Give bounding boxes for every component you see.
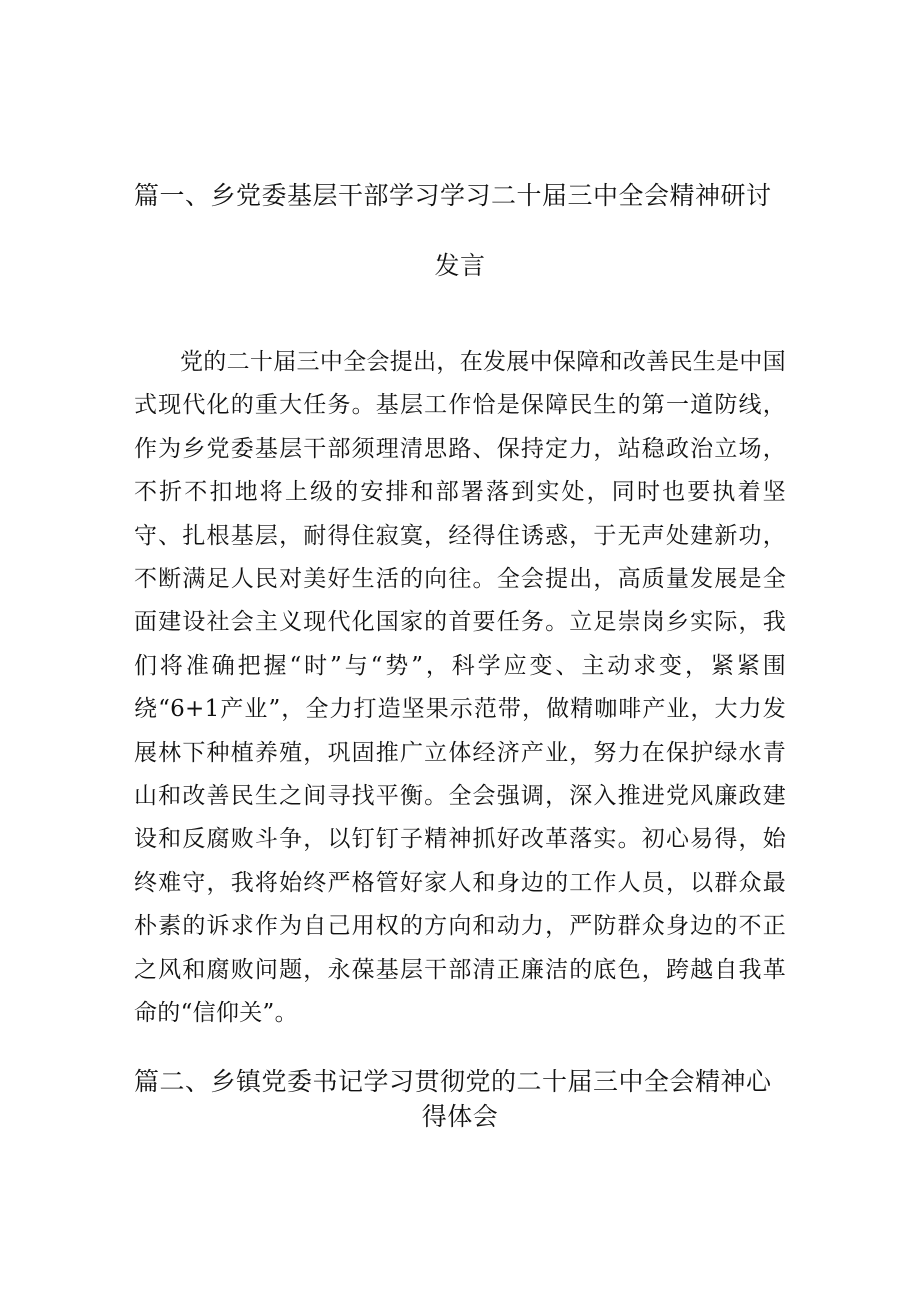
section-2-title-line-1: 篇二、乡镇党委书记学习贯彻党的二十届三中全会精神心 — [134, 1067, 772, 1096]
section-1-title-line-1: 篇一、乡党委基层干部学习学习二十届三中全会精神研讨 — [134, 181, 772, 210]
section-1-title-line-2: 发言 — [434, 251, 486, 280]
section-2-title-line-2: 得体会 — [421, 1102, 499, 1131]
section-1-paragraph: 党的二十届三中全会提出，在发展中保障和改善民生是中国式现代化的重大任务。基层工作恰是保障民生的第一道防线，作为乡党委基层干部须理清思路、保持定力，站稳政治立场，不折不扣地将上级的安排和部署落到实处，同时也要执着坚守、扎根基层，耐得住寂寞，经得住诱惑，于无声处建新功，不断满足人民对美好生活的向往。全会提出，高质量发展是全面建设社会主义现代化国家的首要任务。立足崇岗乡实际，我们将准确把握“时”与“势”，科学应变、主动求变，紧紧围绕“6+1产业”，全力打造坚果示范带，做精咖啡产业，大力发展林下种植养殖，巩固推广立体经济产业，努力在保护绿水青山和改善民生之间寻找平衡。全会强调，深入推进党风廉政建设和反腐败斗争，以钉钉子精神抓好改革落实。初心易得，始终难守，我将始终严格管好家人和身边的工作人员，以群众最朴素的诉求作为自己用权的方向和动力，严防群众身边的不正之风和腐败问题，永葆基层干部清正廉洁的底色，跨越自我革命的“信仰关”。 — [134, 349, 786, 1027]
